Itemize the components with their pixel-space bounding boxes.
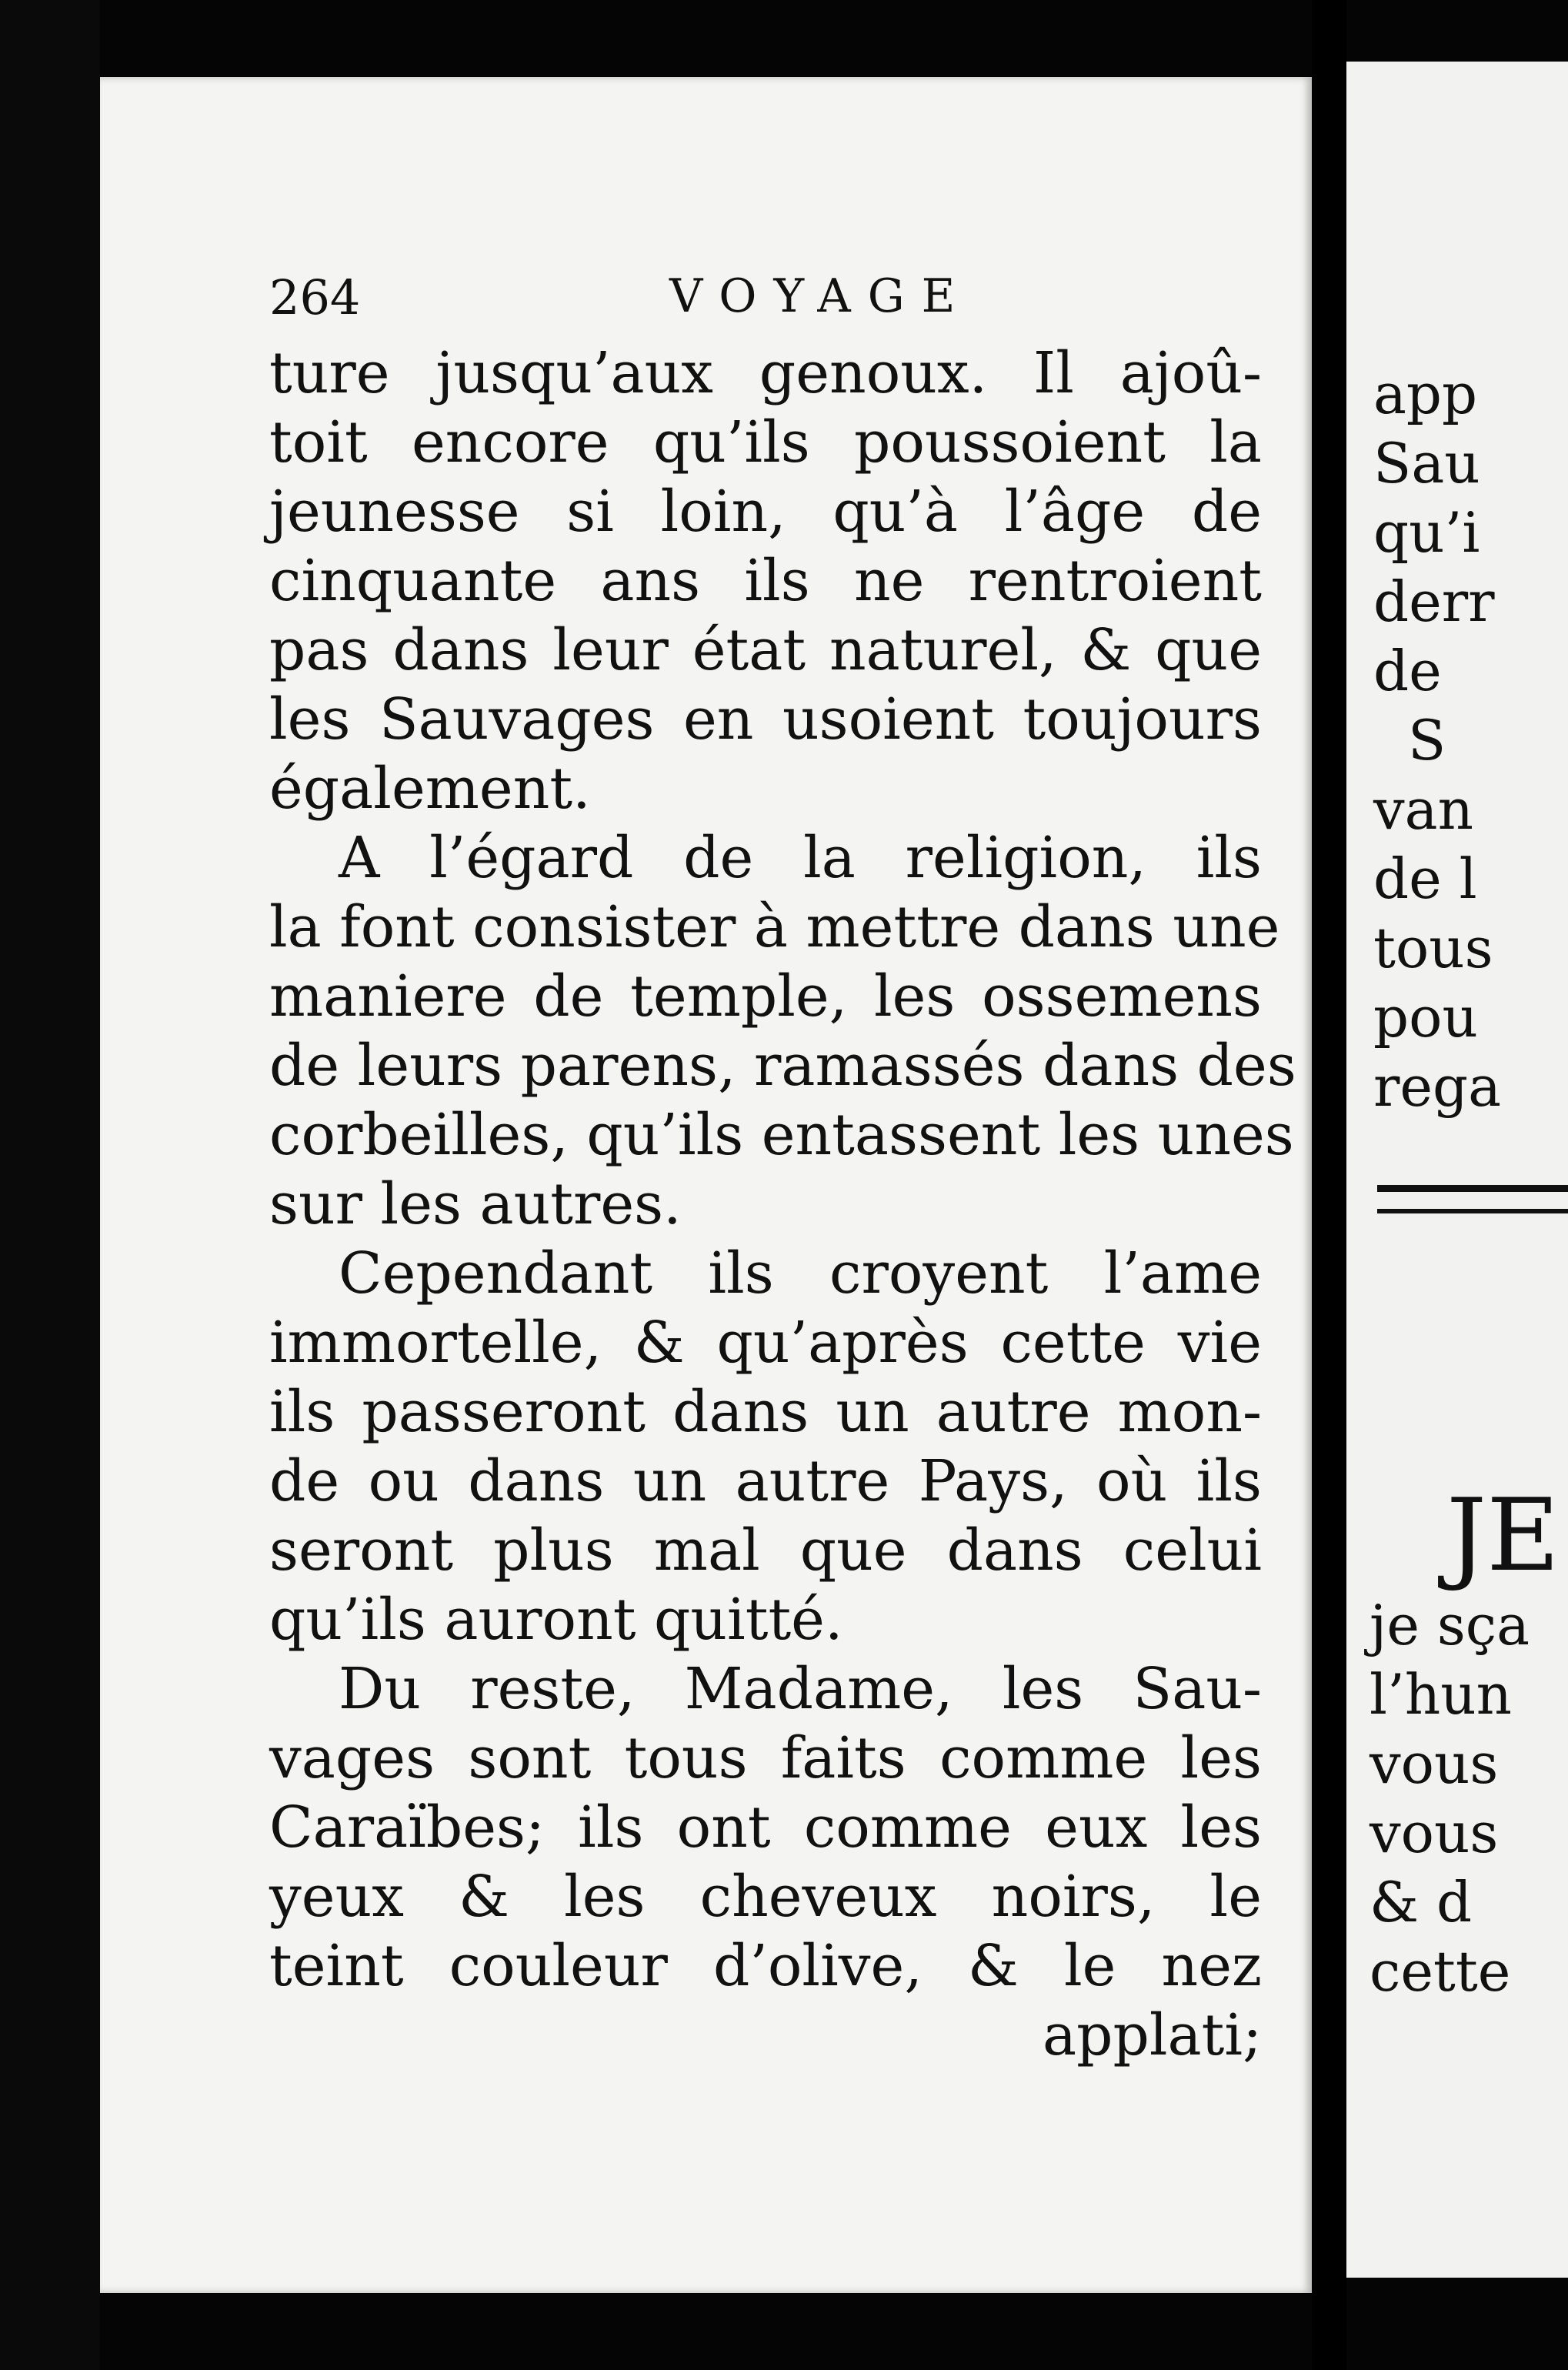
text-line: teint couleur d’olive, & le nez [269, 1933, 1262, 1999]
right-page-fragment: pou [1373, 985, 1478, 1050]
right-page-fragment: qu’i [1373, 500, 1480, 565]
text-line: de leurs parens, ramassés dans des [269, 1033, 1296, 1099]
text-line: ture jusqu’aux genoux. Il ajoû- [269, 340, 1262, 406]
text-line: corbeilles, qu’ils entassent les unes [269, 1102, 1294, 1168]
right-page-fragment: je sça [1369, 1593, 1530, 1657]
scan-border-left [0, 0, 100, 2370]
dropcap: JE [1446, 1477, 1560, 1594]
text-line: également. [269, 756, 591, 822]
right-page-fragment: van [1373, 777, 1473, 842]
right-page-fragment: cette [1369, 1939, 1511, 2004]
book-gutter [1312, 0, 1346, 2370]
section-rule [1377, 1185, 1568, 1213]
text-line: Caraïbes; ils ont comme eux les [269, 1794, 1262, 1861]
body-text [269, 339, 1296, 2070]
right-page-fragment: rega [1373, 1054, 1502, 1119]
page-header [269, 269, 1269, 339]
right-page-fragment: vous [1369, 1731, 1499, 1796]
text-line: toit encore qu’ils poussoient la [269, 409, 1262, 476]
right-page [1346, 62, 1568, 2278]
right-page-fragment: l’hun [1369, 1662, 1513, 1727]
text-line: yeux & les cheveux noirs, le [269, 1864, 1262, 1930]
text-line: applati; [1043, 2002, 1262, 2068]
text-line: Du reste, Madame, les Sau- [339, 1656, 1262, 1722]
text-line: qu’ils auront quitté. [269, 1587, 843, 1653]
right-page-fragment: Sau [1373, 431, 1480, 496]
text-line: de ou dans un autre Pays, où ils [269, 1448, 1262, 1514]
right-page-fragment: app [1373, 362, 1478, 426]
right-page-fragment: de l [1373, 846, 1477, 911]
text-line: les Sauvages en usoient toujours [269, 686, 1262, 753]
text-line: maniere de temple, les ossemens [269, 963, 1262, 1030]
text-line: vages sont tous faits comme les [269, 1725, 1262, 1791]
text-line: sur les autres. [269, 1171, 682, 1237]
text-line: immortelle, & qu’après cette vie [269, 1310, 1262, 1376]
text-line: la font consister à mettre dans une [269, 894, 1280, 960]
right-page-fragment: & d [1369, 1870, 1473, 1934]
text-line: cinquante ans ils ne rentroient [269, 548, 1262, 614]
text-line: ils passeront dans un autre mon- [269, 1379, 1262, 1445]
text-line: Cependant ils croyent l’ame [339, 1240, 1262, 1307]
right-page-fragment: tous [1373, 916, 1493, 980]
right-page-fragment: derr [1373, 569, 1495, 634]
text-line: A l’égard de la religion, ils [339, 825, 1262, 891]
right-page-fragment: S [1408, 708, 1446, 773]
running-title: VOYAGE [669, 269, 972, 323]
text-line: seront plus mal que dans celui [269, 1517, 1262, 1584]
page-number: 264 [269, 269, 361, 325]
right-page-fragment: de [1373, 639, 1442, 703]
right-page-fragment: vous [1369, 1801, 1499, 1865]
text-line: jeunesse si loin, qu’à l’âge de [269, 479, 1262, 545]
text-line: pas dans leur état naturel, & que [269, 617, 1262, 683]
